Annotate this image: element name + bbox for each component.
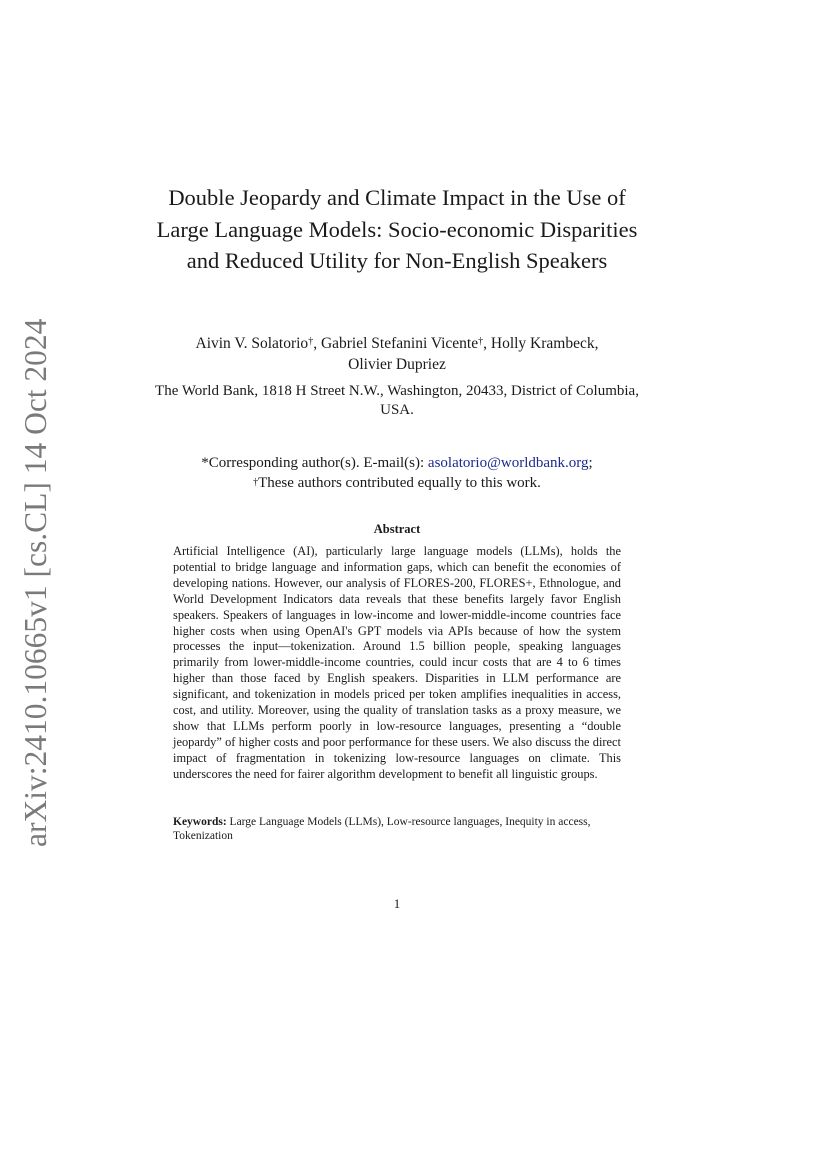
- affiliation: The World Bank, 1818 H Street N.W., Washington, 20433, District of Columbia, USA.: [155, 383, 639, 418]
- author-separator: ,: [483, 335, 491, 352]
- abstract-text: Artificial Intelligence (AI), particularly large language models (LLMs), holds the potential to bridge language and information gaps, which can benefit the economies of developing nations. However, our analysis of FLORES-200, FLORES+, Ethnologue, and World Development Indicators data reveals that these benefits largely favor English speakers. Speakers of languages in low-income and lower-middle-income countries face higher costs when using OpenAI's GPT models via APIs because of how the system processes the input—tokenization. Around 1.5 billion people, speaking languages primarily from lower-middle-income countries, could incur costs that are 4 to 6 times higher than those faced by English speakers. Disparities in LLM performance are significant, and tokenization in models priced per token amplifies inequalities in access, cost, and utility. Moreover, using the quality of translation tasks as a proxy measure, we show that LLMs perform poorly in low-resource languages, presenting a “double jeopardy” of higher costs and poor performance for these users. We also discuss the direct impact of fragmentation in tokenizing low-resource languages on climate. This underscores the need for fairer algorithm development to benefit all linguistic groups.: [173, 544, 621, 781]
- author-4: [348, 356, 446, 373]
- author-separator: ,: [594, 335, 599, 352]
- equal-contribution-note: These authors contributed equally to this work.: [258, 475, 541, 491]
- author-name: Olivier Dupriez: [348, 356, 446, 373]
- keywords-label: Keywords:: [173, 816, 227, 828]
- equal-contribution-mark: †: [253, 477, 259, 488]
- author-2: [321, 335, 491, 352]
- corresponding-prefix: *Corresponding author(s). E-mail(s):: [201, 455, 428, 471]
- author-name: Gabriel Stefanini Vicente: [320, 335, 479, 352]
- author-name: Holly Krambeck: [490, 335, 595, 352]
- author-separator: ,: [313, 335, 321, 352]
- abstract-heading: Abstract: [373, 522, 421, 536]
- author-list: [130, 333, 664, 375]
- page-number: 1: [393, 896, 401, 911]
- corresponding-email-link[interactable]: asolatorio@worldbank.org: [427, 455, 589, 471]
- equal-contribution-mark: †: [308, 336, 314, 347]
- equal-contribution-mark: †: [478, 336, 484, 347]
- arxiv-sidebar: [14, 318, 58, 847]
- corresponding-author-note: [150, 453, 644, 493]
- arxiv-identifier: arXiv:2410.10665v1 [cs.CL] 14 Oct 2024: [18, 318, 53, 847]
- author-3: [491, 335, 599, 352]
- author-1: [196, 335, 321, 352]
- keywords: [173, 815, 621, 843]
- corresponding-suffix: ;: [588, 455, 593, 471]
- paper-title: Double Jeopardy and Climate Impact in the Use of Large Language Models: Socio-economic Disparities and Reduced Utility for Non-English Speakers: [156, 185, 638, 273]
- author-name: Aivin V. Solatorio: [195, 335, 309, 352]
- keywords-list: Large Language Models (LLMs), Low-resource languages, Inequity in access, Tokenization: [173, 816, 591, 842]
